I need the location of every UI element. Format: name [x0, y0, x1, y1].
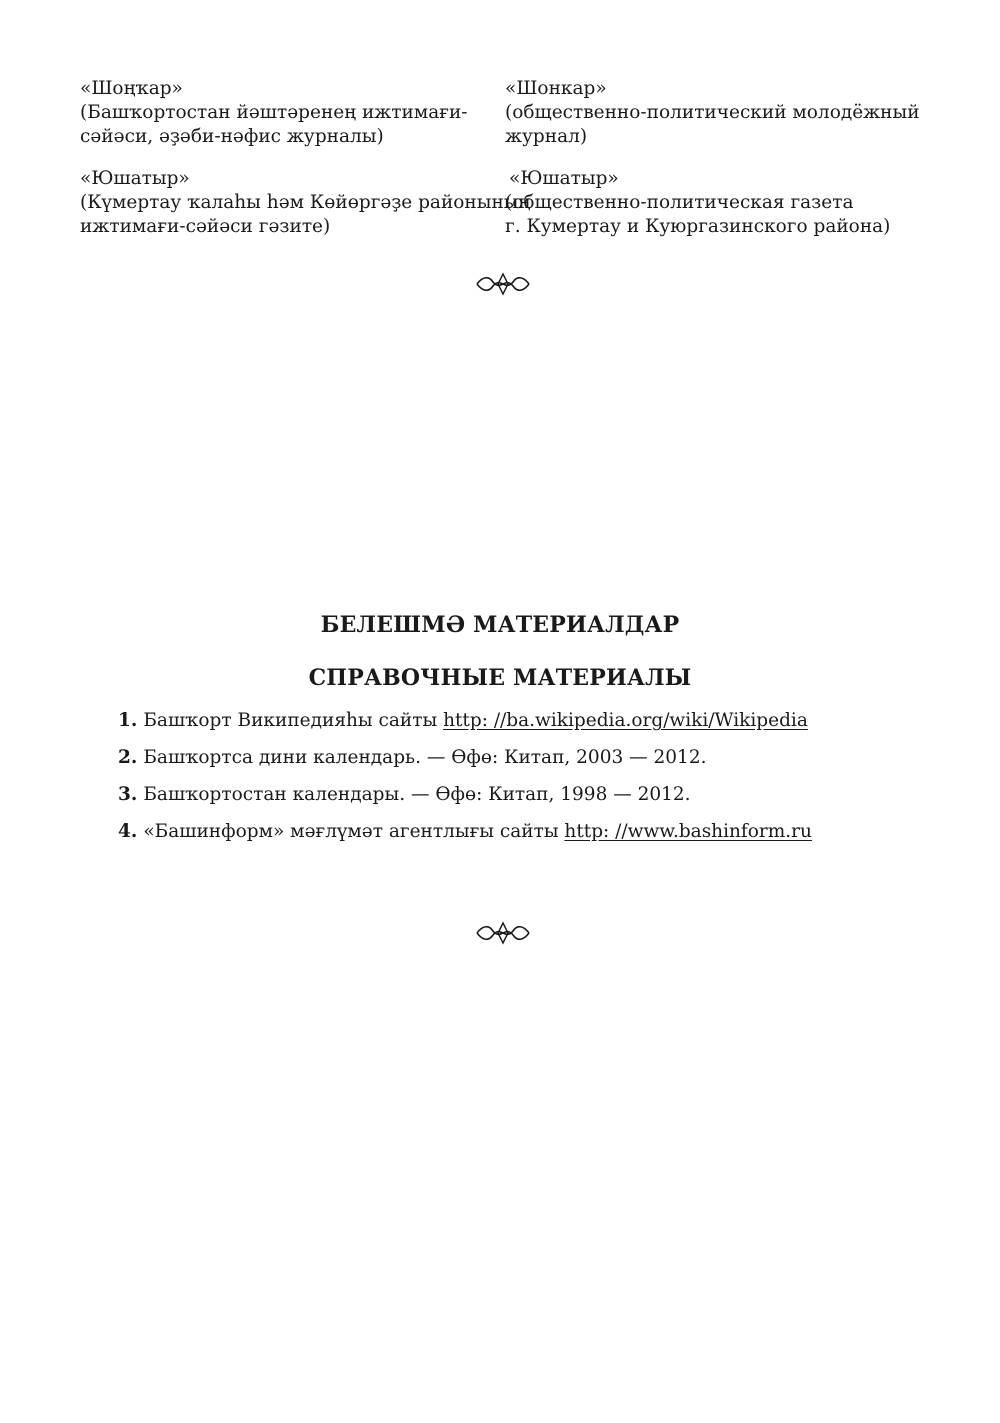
- publication-description: (общественно-политическая газета: [505, 192, 854, 213]
- publication-description: ижтимағи-сәйәси гәзите): [80, 216, 331, 237]
- reference-list: [118, 709, 812, 857]
- reference-number: 2.: [118, 747, 138, 768]
- publication-description: журнал): [505, 126, 588, 147]
- reference-number: 3.: [118, 784, 138, 805]
- publication-description: сәйәси, әҙәби-нәфис журналы): [80, 126, 384, 147]
- reference-text: Башҡортостан календары. — Өфө: Китап, 1998 — 2012.: [143, 784, 691, 805]
- publication-description: г. Кумертау и Куюргазинского района): [505, 216, 891, 237]
- publication-description: (Башҡортостан йәштәренең ижтимағи-: [80, 102, 468, 123]
- publication-title: «Юшатыр»: [509, 168, 619, 189]
- list-item: [118, 783, 812, 820]
- publication-description: (Күмертау ҡалаһы һәм Көйөргәҙе районының: [80, 192, 531, 213]
- list-item: [118, 709, 812, 746]
- reference-number: 4.: [118, 821, 138, 842]
- publication-russian: [505, 77, 920, 149]
- publication-bashkir: [80, 77, 468, 149]
- reference-number: 1.: [118, 710, 138, 731]
- publication-title: «Юшатыр»: [80, 168, 190, 189]
- publication-title: «Шонкар»: [505, 78, 607, 99]
- publication-title: «Шоңҡар»: [80, 78, 183, 99]
- reference-text: Башҡорт Википедияһы сайты: [143, 710, 444, 731]
- section-title-bashkir: БЕЛЕШМӘ МАТЕРИАЛДАР: [320, 612, 680, 638]
- reference-text: Башҡортса дини календарь. — Өфө: Китап, 2003 — 2012.: [143, 747, 707, 768]
- vine-ornament-icon: [475, 921, 531, 945]
- reference-link[interactable]: http: //www.bashinform.ru: [564, 821, 812, 842]
- vine-ornament-icon: [475, 272, 531, 296]
- publication-bashkir: [80, 167, 530, 239]
- publication-description: (общественно-политический молодёжный: [505, 102, 920, 123]
- section-title-russian: СПРАВОЧНЫЕ МАТЕРИАЛЫ: [308, 665, 692, 691]
- reference-link[interactable]: http: //ba.wikipedia.org/wiki/Wikipedia: [443, 710, 808, 731]
- publication-russian: [505, 167, 890, 239]
- list-item: [118, 820, 812, 857]
- reference-text: «Башинформ» мәғлүмәт агентлығы сайты: [143, 821, 565, 842]
- list-item: [118, 746, 812, 783]
